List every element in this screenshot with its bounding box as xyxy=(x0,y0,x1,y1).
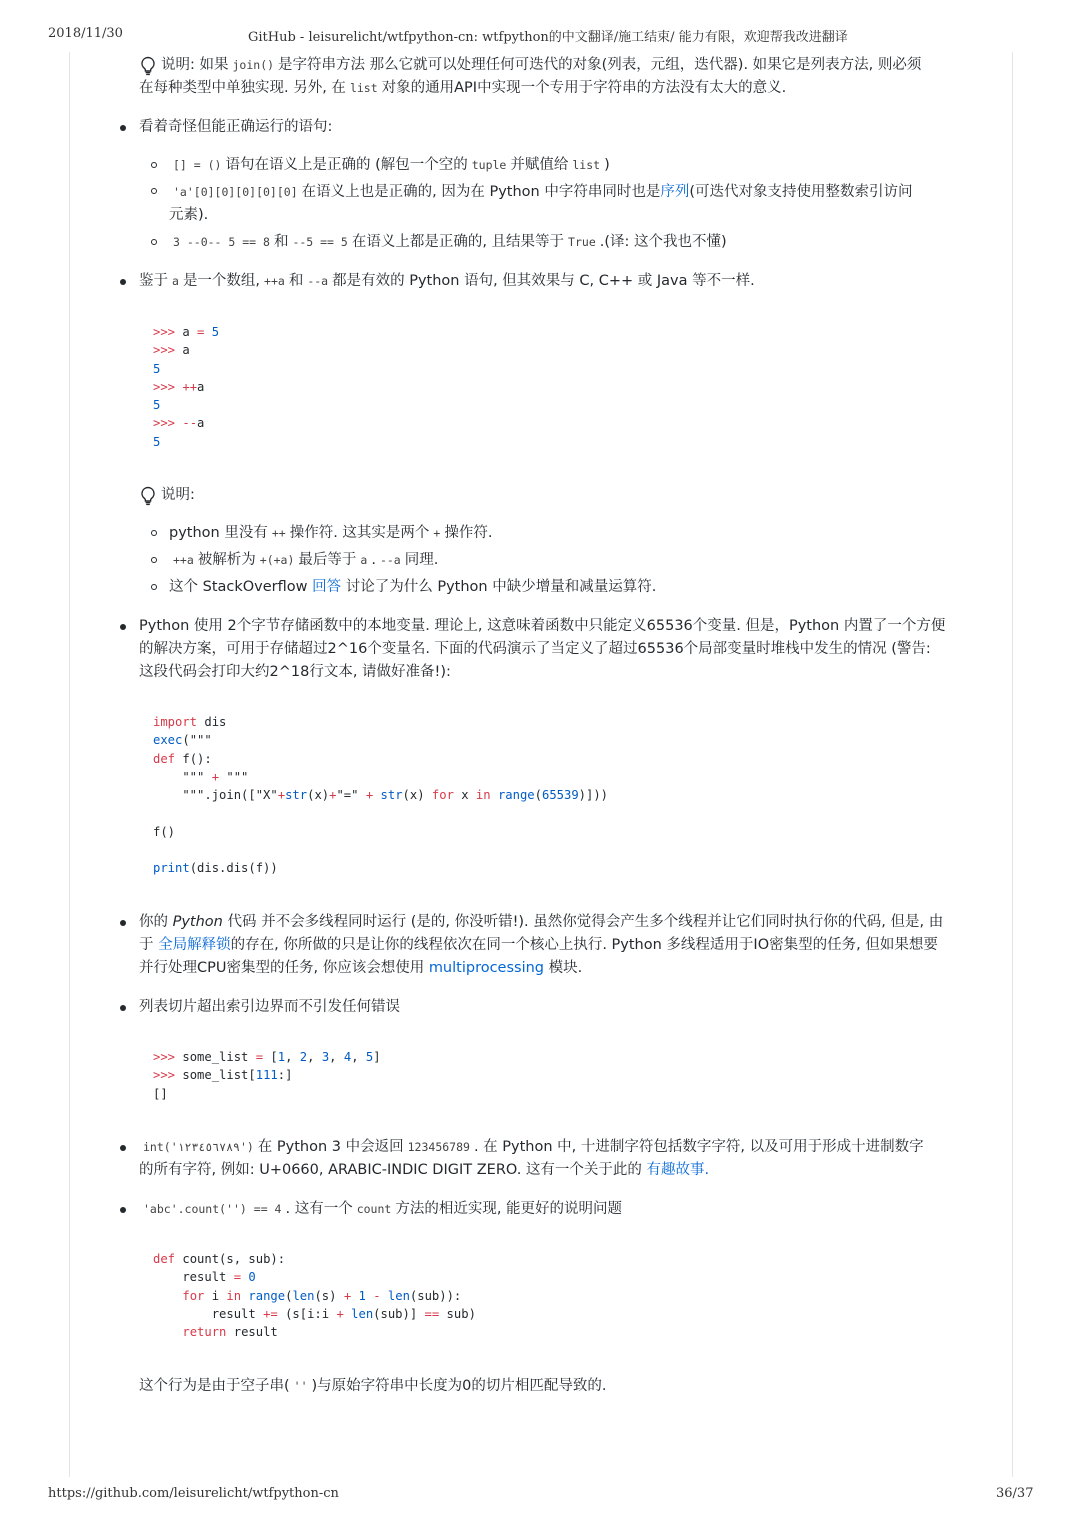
note1-line1: 说明: 如果 join() 是字符串方法 那么它就可以处理任何可迭代的对象(列表，元组，迭代器). 如果它是列表方法, 则必须 xyxy=(161,57,922,73)
b1-s2: 'a'[0][0][0][0][0] 在语义上也是正确的, 因为在 Python 中字符串同时也是序列(可迭代对象支持使用整数索引访问 xyxy=(173,184,913,200)
bullet xyxy=(120,624,126,630)
code-block-dis: import dis exec(""" def f(): """ + """ """.join(["X"+str(x)+"=" + str(x) for x in range(65539)])) f() print(dis.dis(f)) xyxy=(153,715,609,876)
b4-line1: 你的 Python 代码 并不会多线程同时运行 (是的, 你没听错!). 虽然你觉得会产生多个线程并让它们同时执行你的代码, 但是, 由 xyxy=(139,914,944,930)
b7-text: 'abc'.count('') == 4 . 这有一个 count 方法的相近实现, 能更好的说明问题 xyxy=(143,1201,623,1217)
link-multiprocessing[interactable]: multiprocessing xyxy=(428,960,545,976)
b1-s3: 3 --0-- 5 == 8 和 --5 == 5 在语义上都是正确的, 且结果等于 True .(译: 这个我也不懂) xyxy=(173,234,727,250)
sub-bullet xyxy=(151,239,157,245)
b1-s1: [] = () 语句在语义上是正确的 (解包一个空的 tuple 并赋值给 list ) xyxy=(173,157,610,173)
b4-line3: 并行处理CPU密集型的任务, 你应该会想使用 multiprocessing 模块. xyxy=(139,960,583,976)
lightbulb-icon xyxy=(139,56,157,76)
b3-line3: 这段代码会打印大约2^18行文本, 请做好准备!): xyxy=(139,664,451,680)
b5-text: 列表切片超出索引边界而不引发任何错误 xyxy=(139,999,400,1015)
b6-line2: 的所有字符, 例如: U+0660, ARABIC-INDIC DIGIT ZERO. 这有一个关于此的 有趣故事. xyxy=(139,1162,710,1178)
print-page-number: 36/37 xyxy=(996,1486,1034,1501)
b2-n3: 这个 StackOverflow 回答 讨论了为什么 Python 中缺少增量和减量运算符. xyxy=(169,579,657,595)
link-fun-story[interactable]: 有趣故事 xyxy=(646,1162,705,1178)
b4-line2: 于 全局解释锁的存在, 你所做的只是让你的线程依次在同一个核心上执行. Python 多线程适用于IO密集型的任务, 但如果想要 xyxy=(139,937,938,953)
sub-bullet xyxy=(151,530,157,536)
b3-line2: 的解决方案，可用于存储超过2^16个变量名. 下面的代码演示了当定义了超过65536个局部变量时堆栈中发生的情况 (警告: xyxy=(139,641,931,657)
b7-after: 这个行为是由于空子串( '' )与原始字符串中长度为0的切片相匹配导致的. xyxy=(139,1378,607,1394)
b2-n1: python 里没有 ++ 操作符. 这其实是两个 + 操作符. xyxy=(169,525,493,541)
b6-line1: int('١٢٣٤٥٦٧٨٩') 在 Python 3 中会返回 123456789 . 在 Python 中, 十进制字符包括数字字符, 以及可用于形成十进制数字 xyxy=(143,1139,924,1155)
code-block-count: def count(s, sub): result = 0 for i in range(len(s) + 1 - len(sub)): result += (s[i:i + len(sub)] == sub) return result xyxy=(153,1252,476,1340)
lightbulb-icon xyxy=(139,486,157,506)
b2-note-label: 说明: xyxy=(161,487,195,503)
bullet xyxy=(120,1005,126,1011)
sub-bullet xyxy=(151,162,157,168)
sub-bullet xyxy=(151,557,157,563)
print-url: https://github.com/leisurelicht/wtfpython-cn xyxy=(48,1486,339,1501)
code-block-slice: >>> some_list = [1, 2, 3, 4, 5] >>> some_list[111:] [] xyxy=(153,1050,381,1101)
bullet xyxy=(120,1145,126,1151)
b1-text: 看着奇怪但能正确运行的语句: xyxy=(139,119,333,135)
b3-line1: Python 使用 2个字节存储函数中的本地变量. 理论上, 这意味着函数中只能定义65536个变量. 但是，Python 内置了一个方便 xyxy=(139,618,946,634)
link-answer[interactable]: 回答 xyxy=(312,579,342,595)
link-gil[interactable]: 全局解释锁 xyxy=(158,937,231,953)
b2-n2: ++a 被解析为 +(+a) 最后等于 a . --a 同理. xyxy=(173,552,439,568)
sub-bullet xyxy=(151,188,157,194)
note1-line2: 在每种类型中单独实现. 另外, 在 list 对象的通用API中实现一个专用于字符串的方法没有太大的意义. xyxy=(139,80,787,96)
bullet xyxy=(120,279,126,285)
bullet xyxy=(120,125,126,131)
sub-bullet xyxy=(151,584,157,590)
bullet xyxy=(120,1207,126,1213)
code-block-increment: >>> a = 5 >>> a 5 >>> ++a 5 >>> --a 5 xyxy=(153,325,220,449)
b2-text: 鉴于 a 是一个数组, ++a 和 --a 都是有效的 Python 语句, 但其效果与 C, C++ 或 Java 等不一样. xyxy=(139,273,755,289)
print-title: GitHub - leisurelicht/wtfpython-cn: wtfpython的中文翻译/施工结束/ 能力有限，欢迎帮我改进翻译 xyxy=(248,30,848,45)
b1-s2-cont: 元素). xyxy=(169,207,209,223)
bullet xyxy=(120,920,126,926)
print-date: 2018/11/30 xyxy=(48,26,123,41)
link-sequence[interactable]: 序列 xyxy=(660,184,690,200)
